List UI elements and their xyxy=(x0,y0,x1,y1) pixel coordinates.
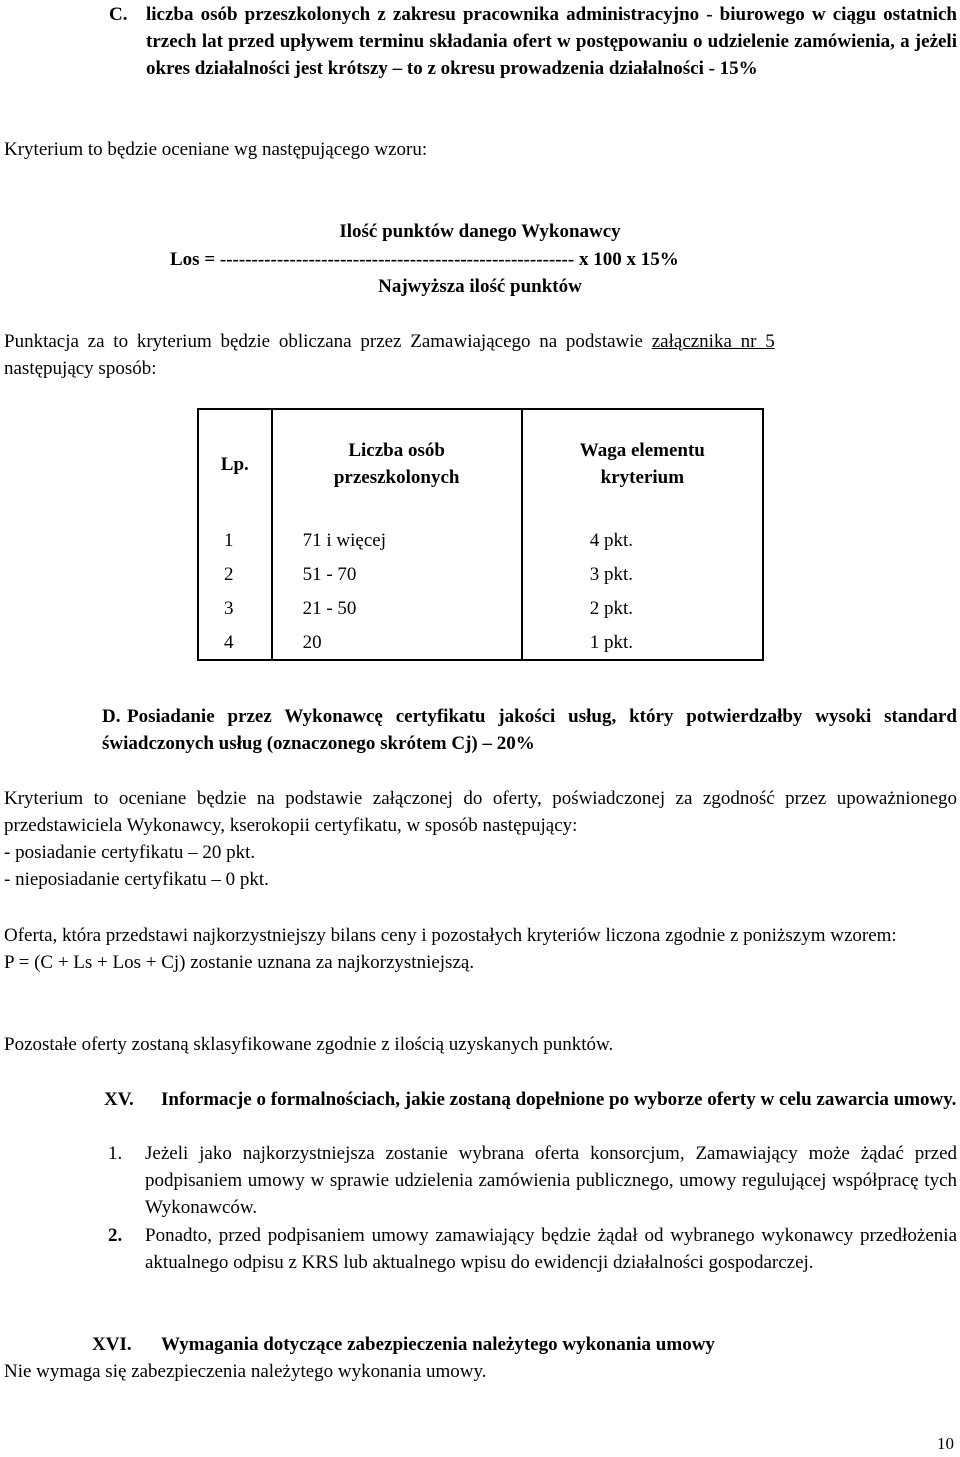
header-people: Liczba osób przeszkolonych xyxy=(272,409,522,523)
section-xvi-heading: Wymagania dotyczące zabezpieczenia należytego wykonania umowy xyxy=(161,1334,715,1355)
formula-numerator: Ilość punktów danego Wykonawcy xyxy=(339,221,621,242)
criteria-table xyxy=(197,408,764,661)
section-c-heading: liczba osób przeszkolonych z zakresu pracownika administracyjno - biurowego w ciągu ostatnich trzech lat przed upływem terminu składania ofert w postępowaniu o udzielenie zamówienia, a jeżeli okres działalności jest krótszy – to z okresu prowadzenia działalności - 15% xyxy=(146,4,957,79)
section-xv-number: XV. xyxy=(104,1089,134,1110)
certificate-item: - posiadanie certyfikatu – 20 pkt. xyxy=(4,842,256,863)
header-weight: Waga elementu kryterium xyxy=(522,409,763,523)
section-xv-item-1: 1. Jeżeli jako najkorzystniejsza zostanie wybrana oferta konsorcjum, Zamawiający może żądać przed podpisaniem umowy w sprawie udzielenia zamówienia publicznego, umowy regulującej współpracę tych Wykonawców. xyxy=(108,1143,957,1218)
section-d-body: Kryterium to oceniane będzie na podstawie załączonej do oferty, poświadczonej za zgodność przez upoważnionego przedstawiciela Wykonawcy, kserokopii certyfikatu, w sposób następujący: xyxy=(4,788,957,836)
formula-line: Los = -------------------------------------------------------- x 100 x 15% xyxy=(170,249,679,270)
offer-block xyxy=(4,922,914,976)
table-row: 3 21 - 50 2 pkt. xyxy=(198,591,763,625)
scoring-rest: następujący sposób: xyxy=(4,358,157,379)
section-d-heading-block xyxy=(102,703,957,757)
certificate-item: - nieposiadanie certyfikatu – 0 pkt. xyxy=(4,869,269,890)
section-c-heading-block xyxy=(109,1,957,82)
table-row: 2 51 - 70 3 pkt. xyxy=(198,557,763,591)
section-xv-item-2: 2. Ponadto, przed podpisaniem umowy zamawiający będzie żądał od wybranego wykonawcy przedłożenia aktualnego odpisu z KRS lub aktualnego wpisu do ewidencji działalności gospodarczej. xyxy=(108,1225,957,1273)
section-xvi-block xyxy=(92,1331,957,1358)
table-header-row xyxy=(198,409,763,523)
section-xvi-body: Nie wymaga się zabezpieczenia należytego wykonania umowy. xyxy=(4,1361,487,1382)
section-d-letter: D. xyxy=(102,706,121,727)
section-d-body-block xyxy=(4,785,957,893)
offer-formula: P = (C + Ls + Los + Cj) zostanie uznana za najkorzystniejszą. xyxy=(4,952,475,973)
scoring-text: Punktacja za to kryterium będzie obliczana przez Zamawiającego na podstawie xyxy=(4,331,643,352)
section-c-letter: C. xyxy=(109,4,128,25)
section-xv-block xyxy=(104,1086,957,1113)
header-lp: Lp. xyxy=(198,409,272,523)
offer-text: Oferta, która przedstawi najkorzystniejszy bilans ceny i pozostałych kryteriów liczona zgodnie z poniższym wzorem: xyxy=(4,925,897,946)
remaining-offers: Pozostałe oferty zostaną sklasyfikowane zgodnie z ilością uzyskanych punktów. xyxy=(4,1034,614,1055)
section-d-heading: Posiadanie przez Wykonawcę certyfikatu jakości usług, który potwierdzałby wysoki standard świadczonych usług (oznaczonego skrótem Cj) – 20% xyxy=(102,706,957,754)
table-row: 4 20 1 pkt. xyxy=(198,625,763,660)
section-xv-heading: Informacje o formalnościach, jakie zostaną dopełnione po wyborze oferty w celu zawarcia umowy. xyxy=(161,1089,957,1110)
attachment-link[interactable]: załącznika nr 5 xyxy=(651,331,775,352)
page-number: 10 xyxy=(937,1434,954,1453)
section-c-intro: Kryterium to będzie oceniane wg następującego wzoru: xyxy=(4,139,428,160)
section-xvi-number: XVI. xyxy=(92,1334,132,1355)
formula-denominator: Najwyższa ilość punktów xyxy=(378,276,582,297)
scoring-paragraph xyxy=(4,328,957,382)
table-row: 1 71 i więcej 4 pkt. xyxy=(198,523,763,557)
